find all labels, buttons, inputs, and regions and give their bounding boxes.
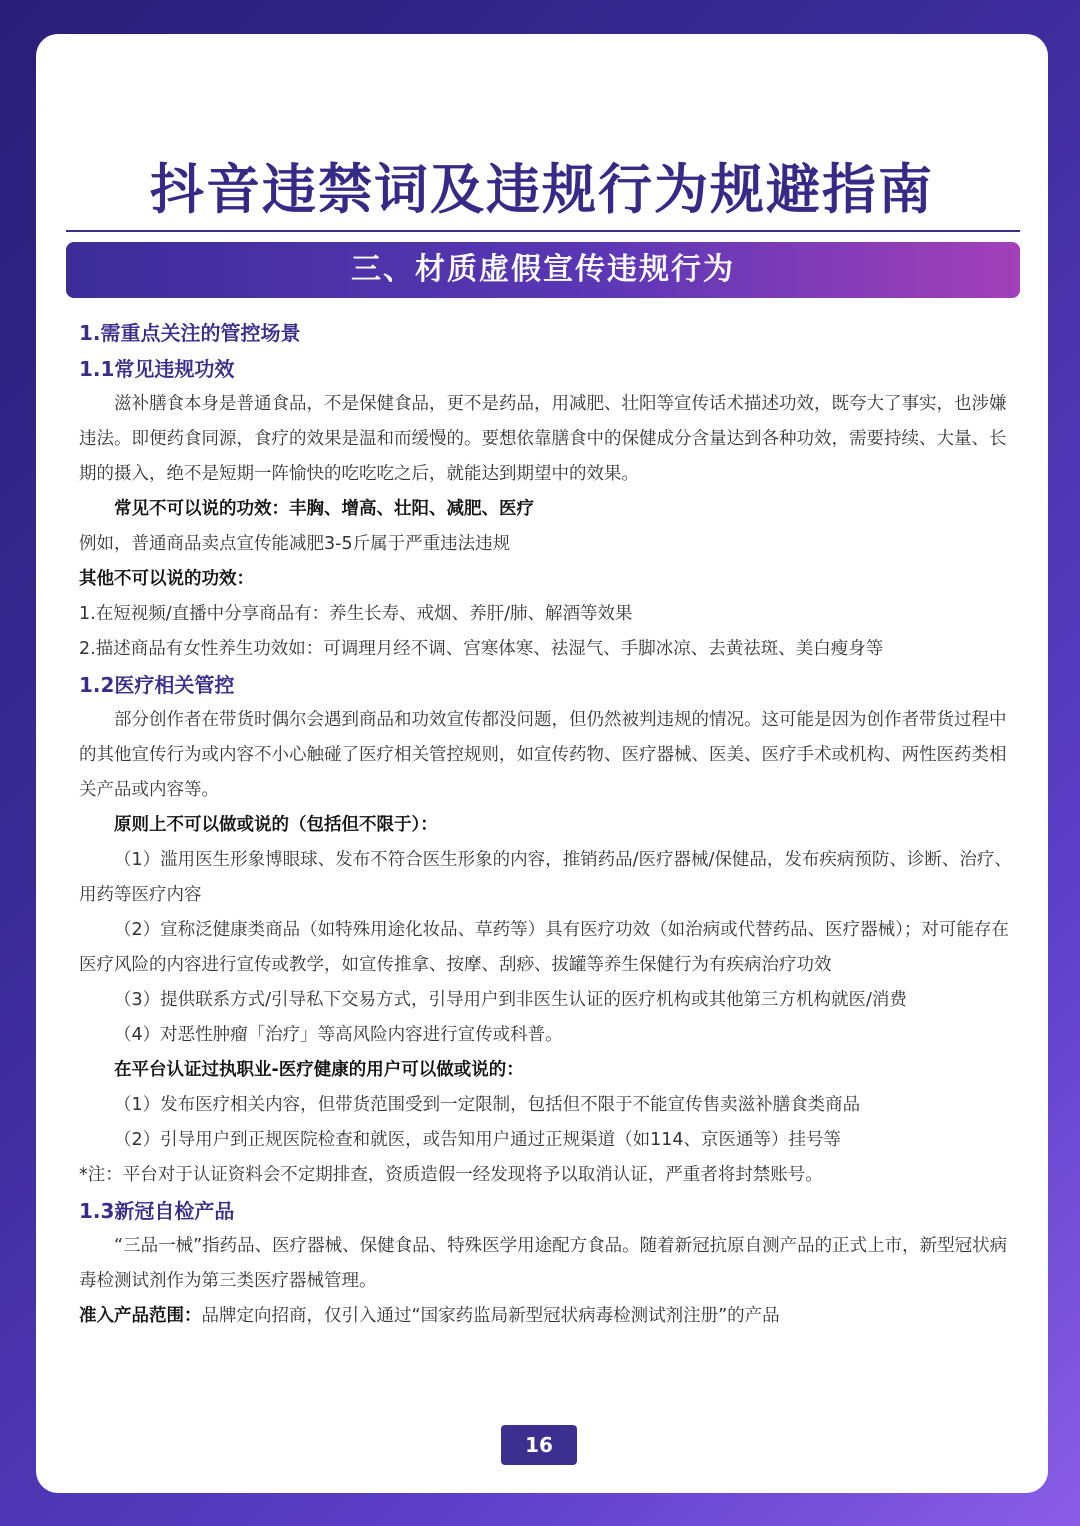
heading-control-scenarios: 1.需重点关注的管控场景	[79, 321, 301, 345]
heading-common-violations: 1.1常见违规功效	[79, 357, 235, 381]
principle-item: （3）提供联系方式/引导私下交易方式，引导用户到非医生认证的医疗机构或其他第三方机构就医/消费	[114, 990, 907, 1010]
heading-covid-self-test: 1.3新冠自检产品	[79, 1199, 235, 1223]
other-forbidden-heading: 其他不可以说的功效：	[79, 569, 254, 589]
other-forbidden-item: 1.在短视频/直播中分享商品有：养生长寿、戒烟、养肝/肺、解酒等效果	[79, 604, 633, 624]
example-text: 例如，普通商品卖点宣传能减肥3-5斤属于严重违法违规	[79, 534, 511, 554]
content-body	[79, 315, 1019, 1334]
certified-item: （2）引导用户到正规医院检查和就医，或告知用户通过正规渠道（如114、京医通等）挂号等	[114, 1130, 842, 1150]
note-text: *注：平台对于认证资料会不定期排查，资质造假一经发现将予以取消认证，严重者将封禁账号。	[79, 1165, 823, 1185]
paragraph-medical: 部分创作者在带货时偶尔会遇到商品和功效宣传都没问题，但仍然被判违规的情况。这可能是因为创作者带货过程中的其他宣传行为或内容不小心触碰了医疗相关管控规则，如宣传药物、医疗器械、医美、医疗手术或机构、两性医药类相关产品或内容等。	[79, 710, 1007, 800]
paragraph-covid: “三品一械”指药品、医疗器械、保健食品、特殊医学用途配方食品。随着新冠抗原自测产品的正式上市，新型冠状病毒检测试剂作为第三类医疗器械管理。	[79, 1236, 1008, 1291]
title-divider	[66, 230, 1020, 232]
principle-item: （1）滥用医生形象博眼球、发布不符合医生形象的内容，推销药品/医疗器械/保健品，发布疾病预防、诊断、治疗、用药等医疗内容	[79, 850, 1012, 905]
paragraph-diet-food: 滋补膳食本身是普通食品，不是保健食品，更不是药品，用减肥、壮阳等宣传话术描述功效，既夸大了事实，也涉嫌违法。即便药食同源，食疗的效果是温和而缓慢的。要想依靠膳食中的保健成分含量达到各种功效，需要持续、大量、长期的摄入，绝不是短期一阵愉快的吃吃吃之后，就能达到期望中的效果。	[79, 394, 1007, 484]
scope-text: 品牌定向招商，仅引入通过“国家药监局新型冠状病毒检测试剂注册”的产品	[201, 1306, 780, 1326]
common-forbidden-effects: 常见不可以说的功效：丰胸、增高、壮阳、减肥、医疗	[114, 499, 534, 519]
page-card	[36, 34, 1048, 1493]
principle-item: （4）对恶性肿瘤「治疗」等高风险内容进行宣传或科普。	[114, 1025, 563, 1045]
document-title: 抖音违禁词及违规行为规避指南	[150, 158, 934, 221]
principle-heading: 原则上不可以做或说的（包括但不限于）：	[114, 815, 438, 835]
scope-label: 准入产品范围：	[79, 1306, 202, 1326]
certified-item: （1）发布医疗相关内容，但带货范围受到一定限制，包括但不限于不能宣传售卖滋补膳食类商品	[114, 1095, 861, 1115]
scope-line	[79, 1299, 1019, 1334]
other-forbidden-item: 2.描述商品有女性养生功效如：可调理月经不调、宫寒体寒、祛湿气、手脚冰凉、去黄祛斑、美白瘦身等	[79, 639, 884, 659]
section-banner: 三、材质虚假宣传违规行为	[66, 242, 1020, 298]
heading-medical-control: 1.2医疗相关管控	[79, 673, 235, 697]
principle-item: （2）宣称泛健康类商品（如特殊用途化妆品、草药等）具有医疗功效（如治病或代替药品、医疗器械）；对可能存在医疗风险的内容进行宣传或教学，如宣传推拿、按摩、刮痧、拔罐等养生保健行为有疾病治疗功效	[79, 920, 1009, 975]
certified-heading: 在平台认证过执职业-医疗健康的用户可以做或说的：	[114, 1060, 524, 1080]
page-number: 16	[501, 1425, 577, 1465]
